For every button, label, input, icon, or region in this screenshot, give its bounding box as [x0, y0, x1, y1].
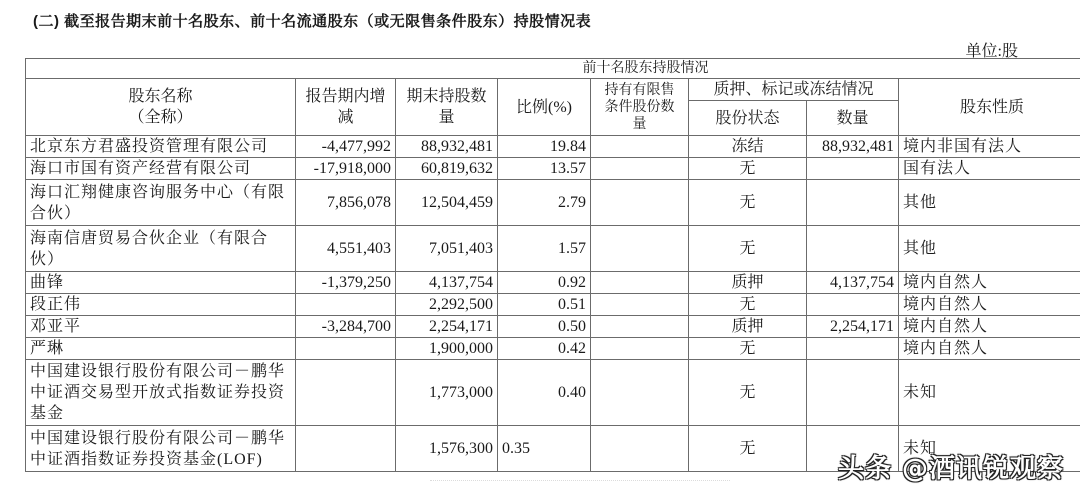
cell-ratio: 0.35: [498, 426, 591, 472]
cell-qty: [807, 226, 899, 272]
cell-held: 88,932,481: [396, 136, 498, 158]
table-row: [26, 338, 1080, 360]
cell-qty: 88,932,481: [807, 136, 899, 158]
cell-name: 海口市国有资产经营有限公司: [26, 158, 296, 180]
cell-ratio: 2.79: [498, 180, 591, 226]
header-pledge-group: 质押、标记或冻结情况: [689, 79, 899, 101]
cell-change: -3,284,700: [296, 316, 396, 338]
cell-ratio: 13.57: [498, 158, 591, 180]
caption-text: 前十名股东持股情况: [582, 61, 709, 76]
cell-name: 中国建设银行股份有限公司－鹏华中证酒指数证券投资基金(LOF): [26, 426, 296, 472]
cell-restricted: [591, 136, 689, 158]
cell-change: -17,918,000: [296, 158, 396, 180]
header-held-line1: 期末持股数: [406, 88, 487, 105]
header-shareholder-name: [26, 79, 296, 136]
cell-status: 无: [689, 338, 807, 360]
header-pledge-qty: 数量: [807, 101, 899, 136]
cell-nature: 其他: [899, 226, 1080, 272]
cell-status: 无: [689, 360, 807, 426]
cell-nature: 国有法人: [899, 158, 1080, 180]
cell-restricted: [591, 338, 689, 360]
cell-ratio: 0.42: [498, 338, 591, 360]
table-row: [26, 360, 1080, 426]
cell-held: 1,900,000: [396, 338, 498, 360]
cell-change: 7,856,078: [296, 180, 396, 226]
cell-name: 段正伟: [26, 294, 296, 316]
header-change: [296, 79, 396, 136]
cell-restricted: [591, 272, 689, 294]
header-nature: 股东性质: [899, 79, 1080, 136]
cell-nature: 境内自然人: [899, 272, 1080, 294]
table-row: [26, 294, 1080, 316]
cell-held: 2,254,171: [396, 316, 498, 338]
cell-held: 1,576,300: [396, 426, 498, 472]
cell-held: 4,137,754: [396, 272, 498, 294]
table-row: [26, 272, 1080, 294]
cell-change: [296, 426, 396, 472]
cell-qty: 2,254,171: [807, 316, 899, 338]
cell-restricted: [591, 316, 689, 338]
cell-restricted: [591, 294, 689, 316]
table-row: [26, 180, 1080, 226]
cell-qty: [807, 180, 899, 226]
cell-qty: [807, 360, 899, 426]
cell-nature: 境内自然人: [899, 316, 1080, 338]
cell-status: 质押: [689, 316, 807, 338]
cell-ratio: 0.92: [498, 272, 591, 294]
table-row: [26, 226, 1080, 272]
header-name-line2: （全称）: [128, 109, 193, 126]
header-restricted-line1: 持有有限售: [604, 82, 675, 98]
cell-nature: 境内非国有法人: [899, 136, 1080, 158]
cell-name: 邓亚平: [26, 316, 296, 338]
header-held-line2: 量: [438, 109, 455, 126]
cell-restricted: [591, 226, 689, 272]
cell-name: 北京东方君盛投资管理有限公司: [26, 136, 296, 158]
cell-name: 中国建设银行股份有限公司－鹏华中证酒交易型开放式指数证券投资基金: [26, 360, 296, 426]
cell-qty: 4,137,754: [807, 272, 899, 294]
cell-name: 海口汇翔健康咨询服务中心（有限合伙）: [26, 180, 296, 226]
cell-held: 60,819,632: [396, 158, 498, 180]
cell-held: 7,051,403: [396, 226, 498, 272]
table-caption: [26, 59, 1080, 79]
cell-change: 4,551,403: [296, 226, 396, 272]
cell-name: 严琳: [26, 338, 296, 360]
cell-held: 12,504,459: [396, 180, 498, 226]
cell-held: 2,292,500: [396, 294, 498, 316]
cell-status: 无: [689, 158, 807, 180]
table-row: [26, 136, 1080, 158]
cell-change: -4,477,992: [296, 136, 396, 158]
cell-change: [296, 294, 396, 316]
cell-change: [296, 338, 396, 360]
source-watermark: 头条 @酒讯锐观察: [838, 454, 1065, 484]
header-change-line1: 报告期内增: [305, 88, 386, 105]
cell-status: 无: [689, 294, 807, 316]
header-held: [396, 79, 498, 136]
cell-nature: 未知: [899, 360, 1080, 426]
cell-change: [296, 360, 396, 426]
table-row: [26, 158, 1080, 180]
cell-status: 无: [689, 426, 807, 472]
cell-ratio: 0.51: [498, 294, 591, 316]
cell-change: -1,379,250: [296, 272, 396, 294]
faint-next-line-fragment: [430, 480, 730, 487]
unit-label: 单位:股: [965, 43, 1018, 60]
header-change-line2: 减: [337, 109, 354, 126]
header-restricted-line2: 条件股份数: [604, 99, 675, 115]
header-restricted: [591, 79, 689, 136]
cell-qty: [807, 294, 899, 316]
cell-status: 质押: [689, 272, 807, 294]
cell-restricted: [591, 158, 689, 180]
cell-status: 无: [689, 226, 807, 272]
cell-nature: 境内自然人: [899, 294, 1080, 316]
cell-ratio: 0.50: [498, 316, 591, 338]
header-pledge-status: 股份状态: [689, 101, 807, 136]
cell-qty: [807, 338, 899, 360]
header-name-line1: 股东名称: [128, 88, 193, 105]
cell-ratio: 19.84: [498, 136, 591, 158]
header-restricted-line3: 量: [632, 116, 647, 132]
cell-nature: 其他: [899, 180, 1080, 226]
cell-restricted: [591, 426, 689, 472]
cell-name: 曲锋: [26, 272, 296, 294]
cell-ratio: 0.40: [498, 360, 591, 426]
cell-name: 海南信唐贸易合伙企业（有限合伙）: [26, 226, 296, 272]
cell-restricted: [591, 180, 689, 226]
cell-qty: [807, 158, 899, 180]
top-ten-shareholders-table: [25, 58, 1080, 472]
cell-status: 无: [689, 180, 807, 226]
cell-ratio: 1.57: [498, 226, 591, 272]
cell-nature: 境内自然人: [899, 338, 1080, 360]
table-row: [26, 316, 1080, 338]
cell-held: 1,773,000: [396, 360, 498, 426]
section-title: (二) 截至报告期末前十名股东、前十名流通股东（或无限售条件股东）持股情况表: [33, 13, 592, 30]
cell-restricted: [591, 360, 689, 426]
header-ratio: 比例(%): [498, 79, 591, 136]
cell-status: 冻结: [689, 136, 807, 158]
cell-nature: 未知: [899, 426, 1080, 472]
